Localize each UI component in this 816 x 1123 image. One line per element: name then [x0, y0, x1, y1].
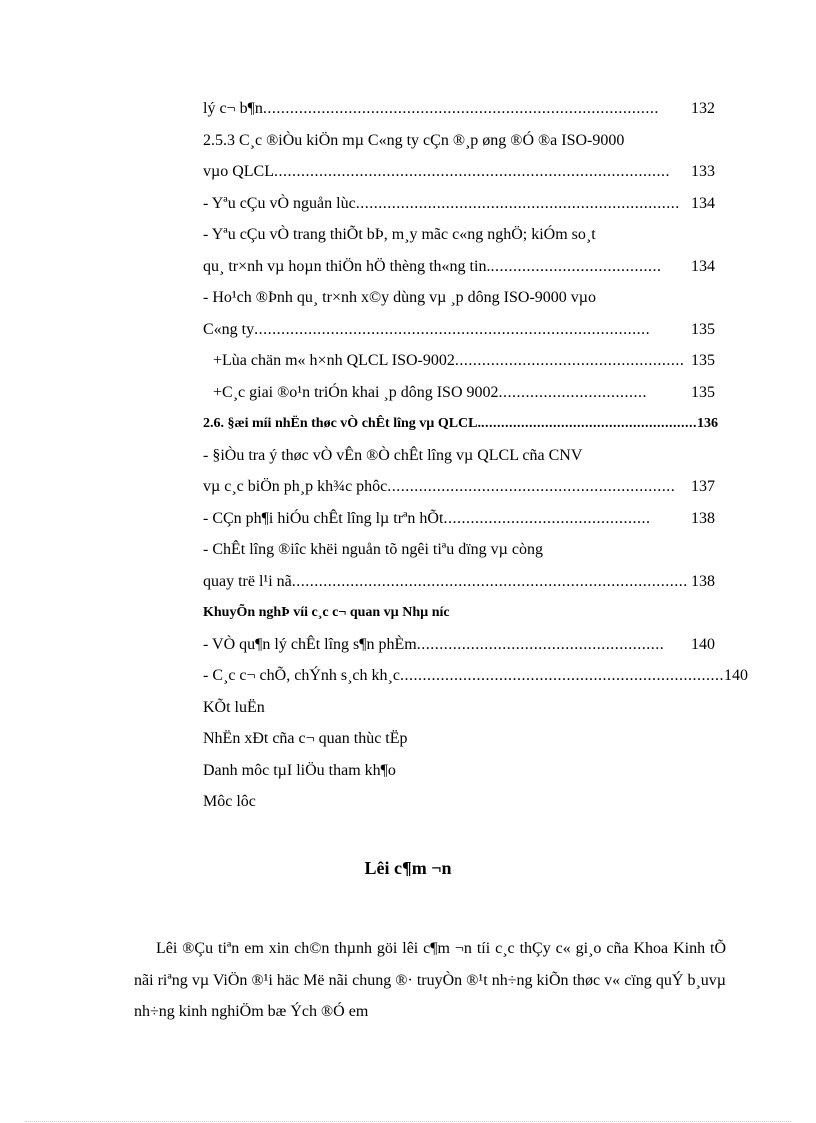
toc-entry: vµo QLCL ........................................................................................ 133 — [203, 163, 715, 180]
toc-entry: - ChÊt lîng ®iîc khëi nguån tõ ngêi tiªu dïng vµ còng — [203, 541, 543, 558]
toc-entry: 2.6. §æi míi nhËn thøc vÒ chÊt lîng vµ QLCL. ...................................................... 136 — [203, 416, 718, 431]
toc-entry: 2.5.3 C¸c ®iÒu kiÖn mµ C«ng ty cÇn ®¸p øng ®Ó ®a ISO-9000 — [203, 131, 625, 149]
body-paragraph: Lêi ®Çu tiªn em xin ch©n thµnh göi lêi c¶m ¬n tíi c¸c thÇy c« gi¸o cña Khoa Kinh tÕ nãi riªng vµ ViÖn ®¹i häc Më nãi chung ®· truyÒn ®¹t nh÷ng kiÕn thøc v« cïng quÝ b¸uvµ nh÷ng kinh nghiÖm bæ Ých ®Ó em — [134, 940, 726, 1020]
toc-entry: qu¸ tr×nh vµ hoµn thiÖn hÖ thèng th«ng tin. ...................................... 134 — [203, 257, 715, 275]
toc-entry: Môc lôc — [203, 793, 256, 810]
section-heading: Lêi c¶m ¬n — [364, 858, 452, 878]
table-of-contents — [203, 93, 748, 818]
toc-entry: C«ng ty ........................................................................................ 135 — [203, 320, 715, 338]
toc-entry: +Lùa chän m« h×nh QLCL ISO-9002 ................................................... 135 — [213, 352, 715, 369]
toc-entry: - VÒ qu¶n lý chÊt lîng s¶n phÈm ....................................................... 140 — [203, 635, 715, 653]
toc-entry: KÕt luËn — [203, 698, 265, 716]
toc-entry: - §iÒu tra ý thøc vÒ vÊn ®Ò chÊt lîng vµ QLCL cña CNV — [203, 446, 583, 464]
toc-entry: - C¸c c¬ chÕ, chÝnh s¸ch kh¸c ........................................................................ 140 — [203, 667, 748, 684]
toc-entry: - Yªu cÇu vÒ trang thiÕt bÞ, m¸y mãc c«ng nghÖ; kiÓm so¸t — [203, 226, 596, 243]
toc-entry: Danh môc tµI liÖu tham kh¶o — [203, 761, 396, 779]
toc-entry: KhuyÕn nghÞ víi c¸c c¬ quan vµ Nhµ níc — [203, 605, 450, 620]
toc-entry: - Yªu cÇu vÒ nguån lùc ........................................................................ 134 — [203, 194, 715, 212]
toc-entry: - Ho¹ch ®Þnh qu¸ tr×nh x©y dùng vµ ¸p dông ISO-9000 vµo — [203, 289, 596, 306]
toc-entry: vµ c¸c biÖn ph¸p kh¾c phôc ................................................................ 137 — [203, 478, 715, 495]
toc-entry: quay trë l¹i nã ........................................................................................ 138 — [203, 572, 715, 590]
toc-entry: NhËn xÐt cña c¬ quan thùc tËp — [203, 730, 408, 747]
page-divider — [25, 1121, 791, 1122]
toc-entry: - CÇn ph¶i hiÓu chÊt lîng lµ trªn hÕt .............................................. 138 — [203, 509, 715, 527]
toc-entry: +C¸c giai ®o¹n triÓn khai ¸p dông ISO 9002 ................................. 135 — [213, 383, 715, 401]
toc-entry: lý c¬ b¶n ........................................................................................ 132 — [203, 100, 715, 117]
